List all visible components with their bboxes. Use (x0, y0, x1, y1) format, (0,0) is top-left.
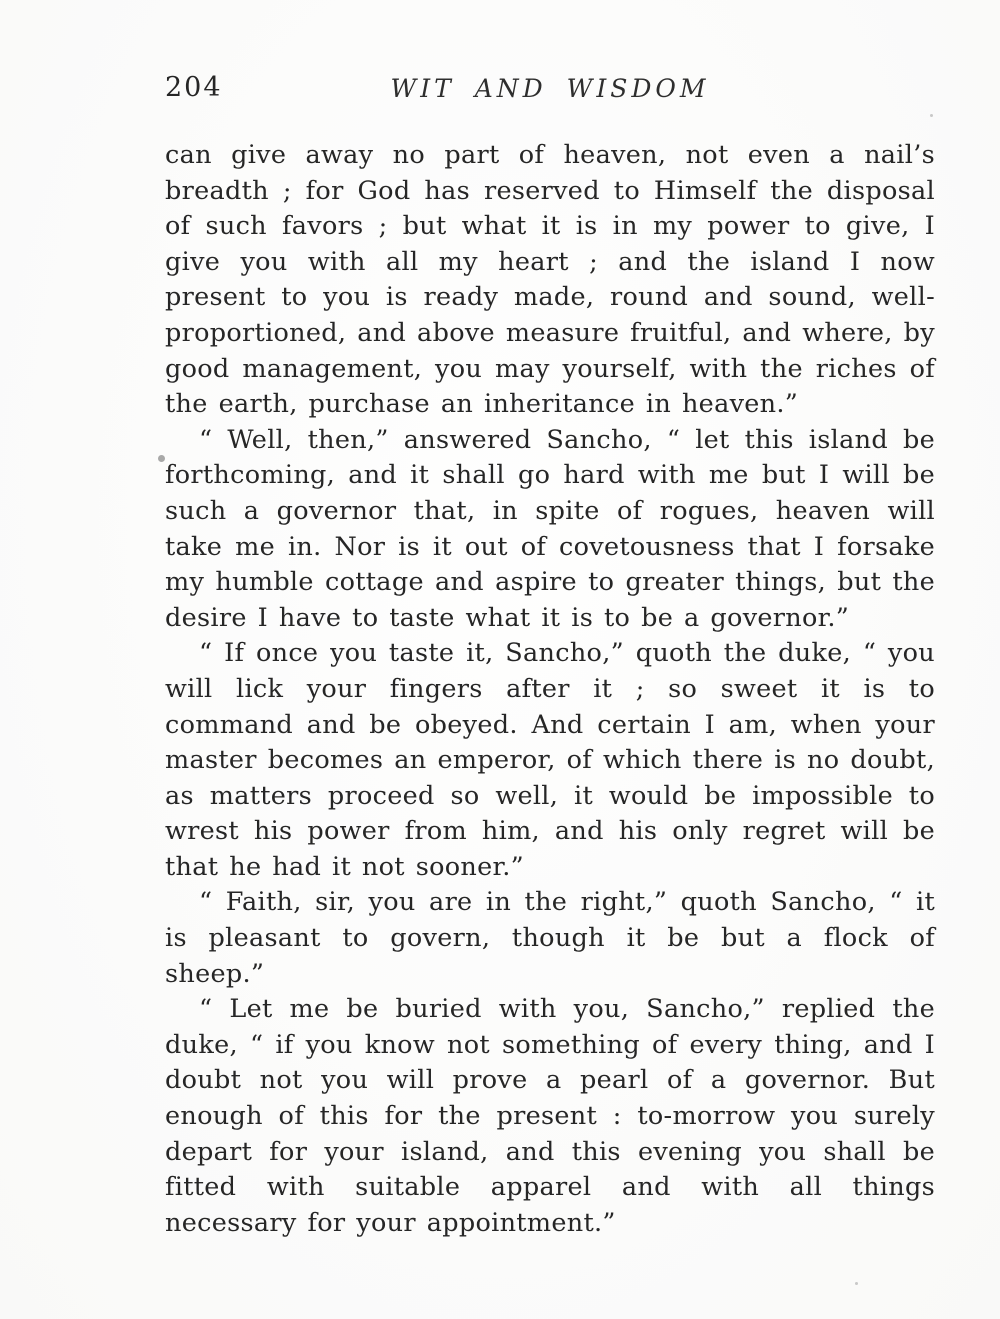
paragraph: “ Faith, sir, you are in the right,” quoth Sancho, “ it is pleasant to govern, though it be but a flock of sheep.” (165, 887, 935, 989)
page-number: 204 (165, 72, 223, 103)
paragraph: “ If once you taste it, Sancho,” quoth the duke, “ you will lick your fingers after it ; so sweet it is to command and be obeyed. And certain I am, when your master becomes an emperor, of which there is no doubt, as matters proceed so well, it would be impossible to wrest his power from him, and his only regret will be that he had it not sooner.” (165, 638, 935, 882)
scan-artifact (930, 114, 933, 117)
paragraph: can give away no part of heaven, not even a nail’s breadth ; for God has reserved to Himself the disposal of such favors ; but what it is in my power to give, I give you with all my heart ; and the island I now present to you is ready made, round and sound, well-proportioned, and above measure fruitful, and where, by good management, you may yourself, with the riches of the earth, purchase an inheritance in heaven.” (165, 140, 935, 420)
body-text (165, 138, 935, 1241)
page-header (165, 68, 935, 110)
running-title: WIT AND WISDOM (390, 74, 710, 103)
scan-artifact (158, 455, 165, 462)
paragraph: “ Let me be buried with you, Sancho,” replied the duke, “ if you know not something of every thing, and I doubt not you will prove a pearl of a governor. But enough of this for the present : to-morrow you surely depart for your island, and this evening you shall be fitted with suitable apparel and with all things necessary for your appointment.” (165, 994, 935, 1238)
scan-artifact (855, 1282, 858, 1285)
paragraph: “ Well, then,” answered Sancho, “ let this island be forthcoming, and it shall go hard with me but I will be such a governor that, in spite of rogues, heaven will take me in. Nor is it out of covetousness that I forsake my humble cottage and aspire to greater things, but the desire I have to taste what it is to be a governor.” (165, 424, 935, 633)
